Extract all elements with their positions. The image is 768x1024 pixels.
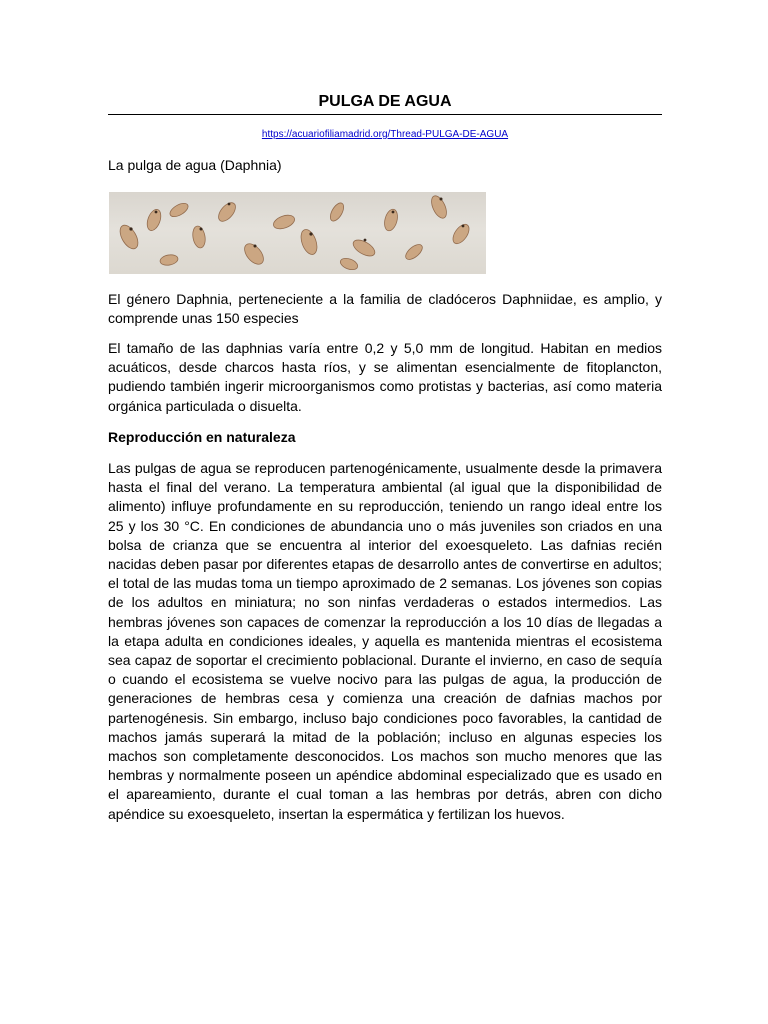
paragraph-size: El tamaño de las daphnias varía entre 0,2 y 5,0 mm de longitud. Habitan en medios acuáticos, desde charcos hasta ríos, y se alimentan esencialmente de fitoplancton, pudiendo también ingerir microorganismos como protistas y bacterias, así como materia orgánica particulada o disuelta. [108, 340, 662, 414]
source-link[interactable]: https://acuariofiliamadrid.org/Thread-PULGA-DE-AGUA [261, 129, 509, 140]
intro-text: La pulga de agua (Daphnia) [108, 157, 282, 173]
paragraph-reproduction: Las pulgas de agua se reproducen partenogénicamente, usualmente desde la primavera hasta el final del verano. La temperatura ambiental (al igual que la disponibilidad de alimento) influye profundamente en su reproducción, teniendo un rango ideal entre los 25 y los 30 °C. En condiciones de abundancia uno o más juveniles son criados en una bolsa de crianza que se encuentra al interior del exoesqueleto. Las dafnias recién nacidas deben pasar por diferentes etapas de desarrollo antes de convertirse en adultos; el total de las mudas toma un tiempo aproximado de 2 semanas. Los jóvenes son copias de los adultos en miniatura; no son ninfas verdaderas o estados intermedios. Las hembras jóvenes son capaces de comenzar la reproducción a los 10 días de llegadas a la etapa adulta en condiciones ideales, y aquella es mantenida mientras el ecosistema sea capaz de soportar el crecimiento poblacional. Durante el invierno, en caso de sequía o cuando el ecosistema se vuelve nocivo para las pulgas de agua, la producción de generaciones de hembras cesa y comienza una creación de dafnias machos por partenogénesis. Sin embargo, incluso bajo condiciones poco favorables, la cantidad de machos jamás superará la mitad de la población; incluso en algunas especies los machos son completamente desconocidos. Los machos son mucho menores que las hembras y normalmente poseen un apéndice abdominal especializado que es usado en el apareamiento, durante el cual toman a las hembras por detrás, abren con dicho apéndice su exoesqueleto, insertan la espermática y fertilizan los huevos. [108, 460, 662, 822]
daphnia-photo [109, 192, 486, 274]
daphnia-photo-drawing [109, 192, 486, 274]
section-heading: Reproducción en naturaleza [108, 429, 296, 445]
page-title: PULGA DE AGUA [318, 93, 452, 110]
title-underline [108, 114, 662, 115]
paragraph-genus: El género Daphnia, perteneciente a la familia de cladóceros Daphniidae, es amplio, y comprende unas 150 especies [108, 291, 662, 327]
